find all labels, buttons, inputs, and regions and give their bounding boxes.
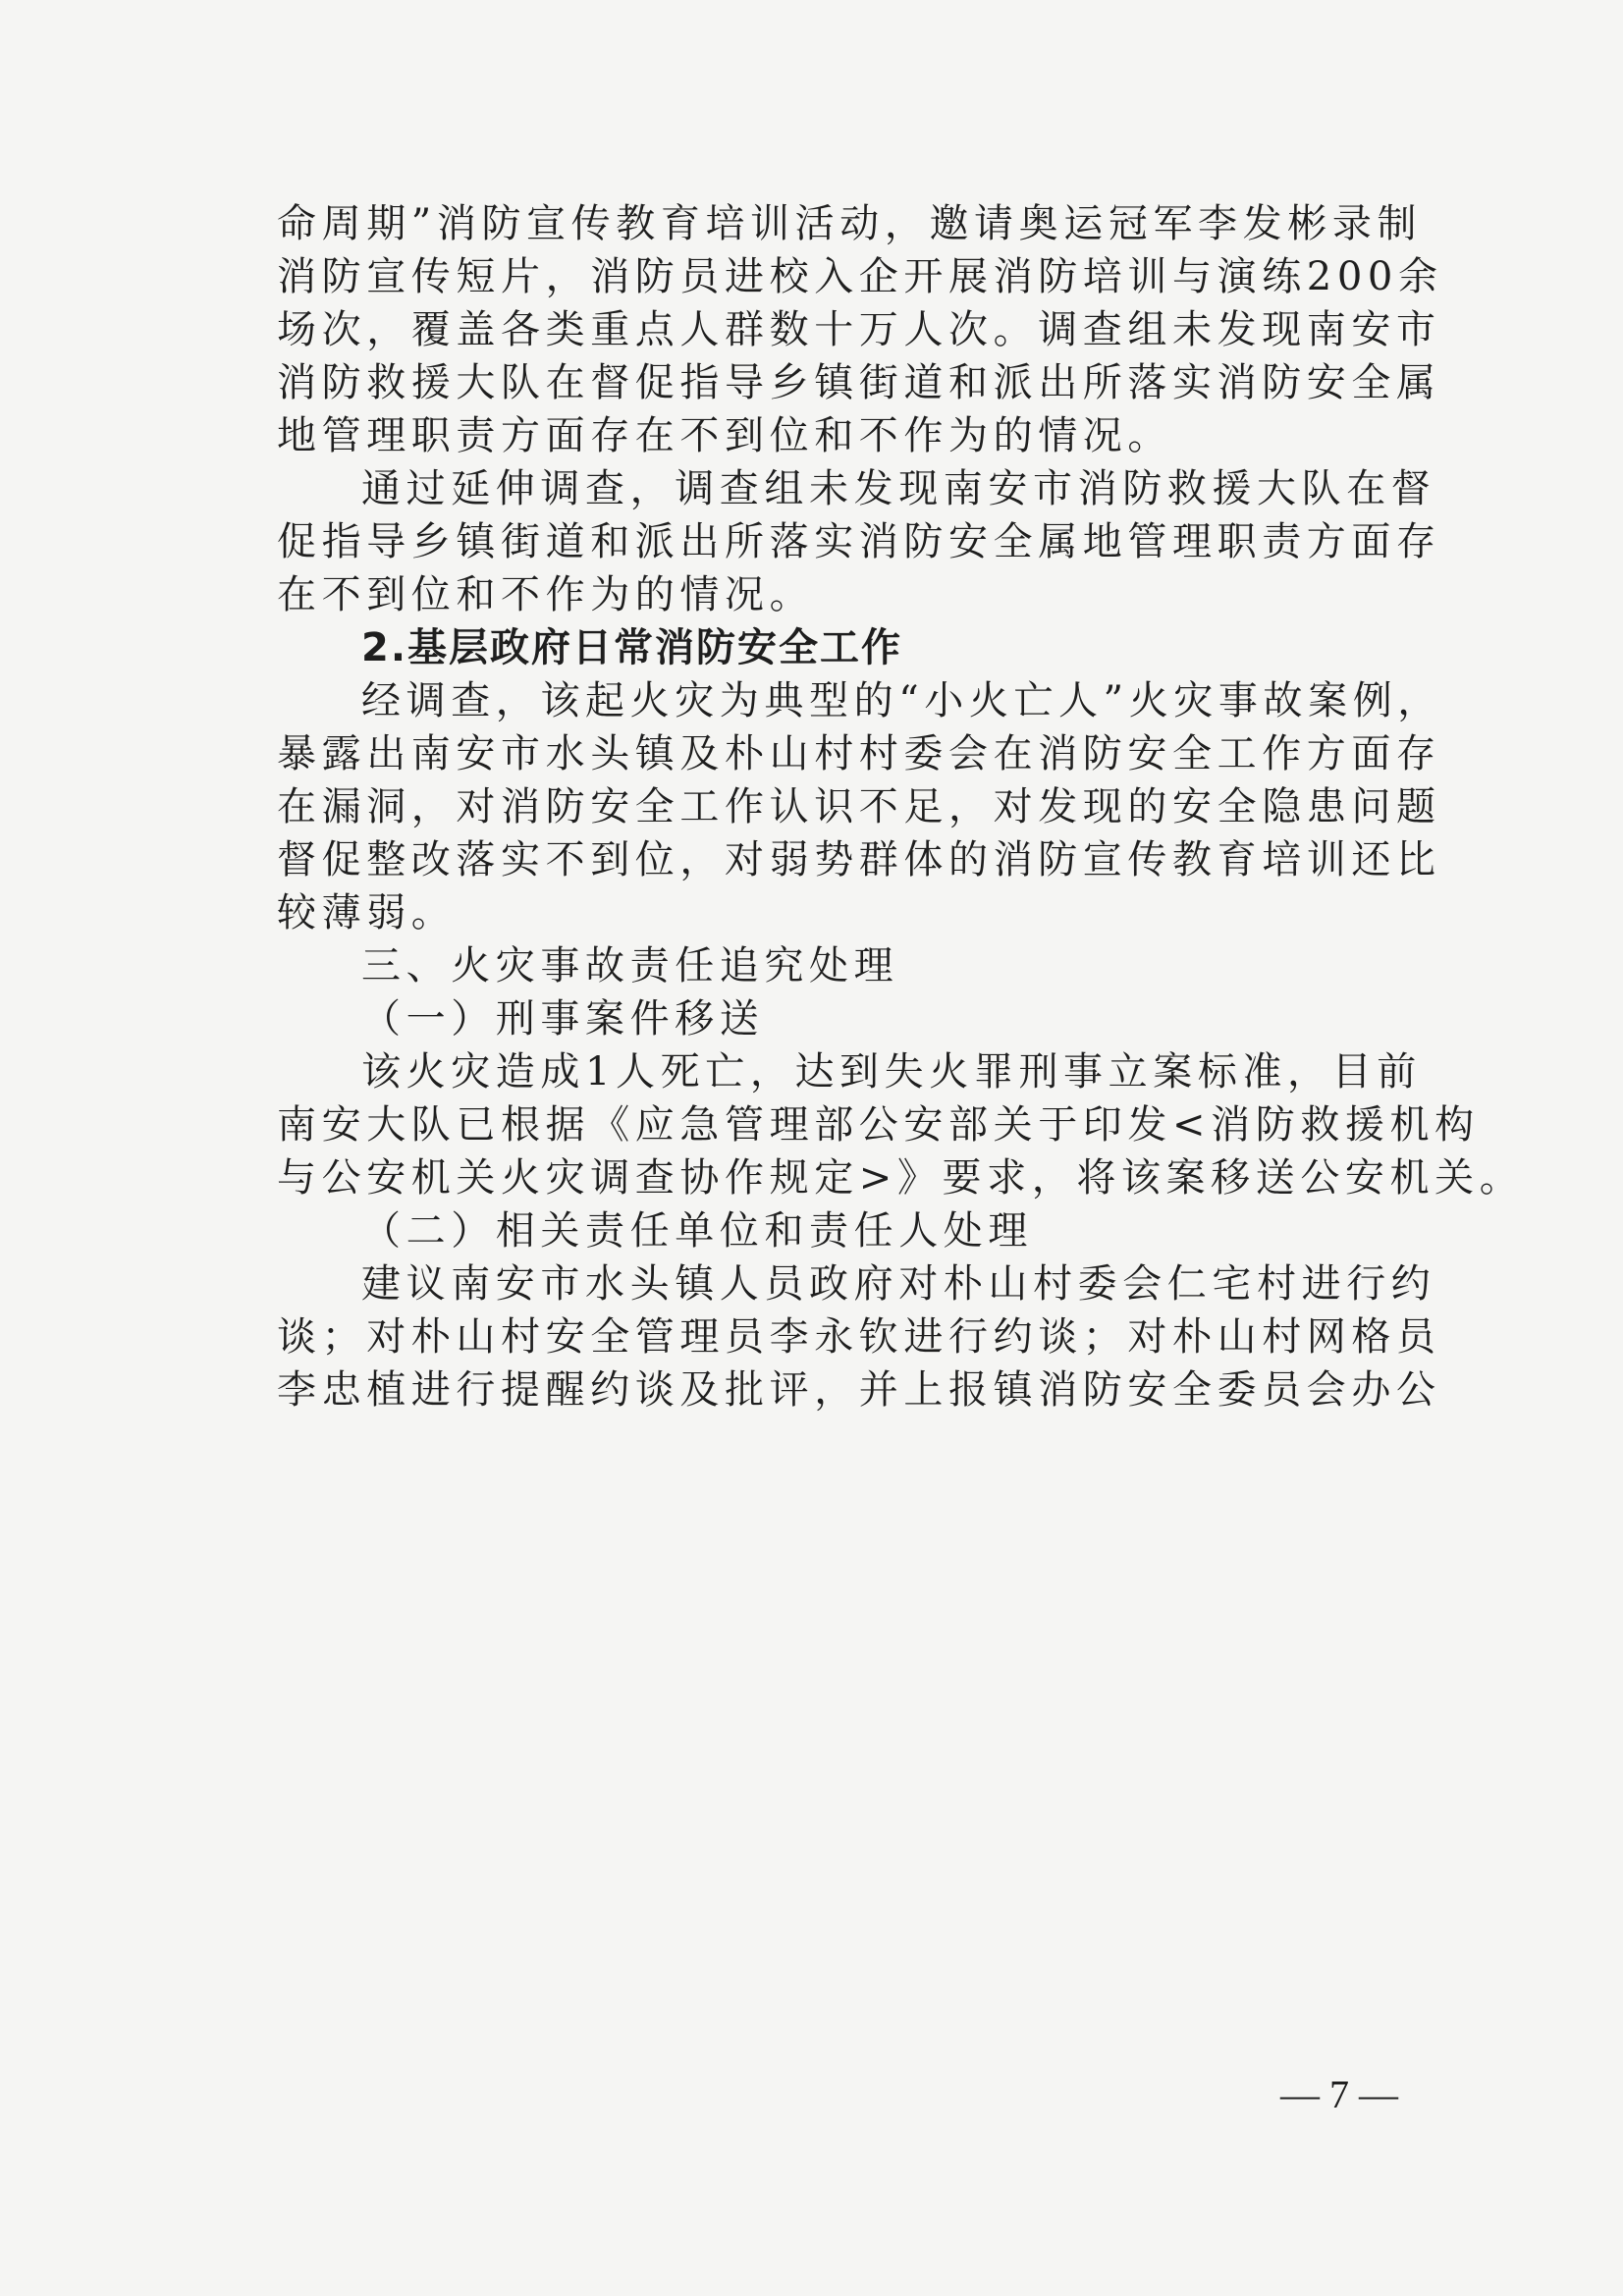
body-text-line: 命周期”消防宣传教育培训活动，邀请奥运冠军李发彬录制 (277, 201, 1423, 246)
body-text-line: 在不到位和不作为的情况。 (277, 572, 815, 617)
body-text-line: 较薄弱。 (277, 890, 457, 935)
subsection-heading: （一）刑事案件移送 (361, 996, 765, 1041)
paragraph-first-line: 经调查，该起火灾为典型的“小火亡人”火灾事故案例， (361, 678, 1442, 723)
body-text-line: 李忠植进行提醒约谈及批评，并上报镇消防安全委员会办公 (277, 1367, 1441, 1413)
body-text-line: 在漏洞，对消防安全工作认识不足，对发现的安全隐患问题 (277, 784, 1441, 829)
body-text-line: 地管理职责方面存在不到位和不作为的情况。 (277, 413, 1172, 458)
body-text-line: 消防宣传短片，消防员进校入企开展消防培训与演练200余 (277, 254, 1443, 299)
page-number: — 7 — (1280, 2072, 1398, 2116)
body-text-line: 谈；对朴山村安全管理员李永钦进行约谈；对朴山村网格员 (277, 1314, 1441, 1360)
body-text-line: 暴露出南安市水头镇及朴山村村委会在消防安全工作方面存 (277, 731, 1441, 776)
paragraph-first-line: 通过延伸调查，调查组未发现南安市消防救援大队在督 (361, 466, 1436, 511)
body-text-line: 督促整改落实不到位，对弱势群体的消防宣传教育培训还比 (277, 837, 1441, 882)
paragraph-first-line: 该火灾造成1人死亡，达到失火罪刑事立案标准，目前 (361, 1049, 1422, 1095)
body-text-line: 与公安机关火灾调查协作规定>》要求，将该案移送公安机关。 (277, 1155, 1525, 1201)
body-text-line: 南安大队已根据《应急管理部公安部关于印发<消防救援机构 (277, 1102, 1480, 1148)
body-text-line: 消防救援大队在督促指导乡镇街道和派出所落实消防安全属 (277, 360, 1441, 405)
subsection-heading: （二）相关责任单位和责任人处理 (361, 1208, 1033, 1254)
chapter-heading: 三、火灾事故责任追究处理 (361, 943, 899, 988)
paragraph-first-line: 建议南安市水头镇人员政府对朴山村委会仁宅村进行约 (361, 1261, 1436, 1307)
body-text-line: 促指导乡镇街道和派出所落实消防安全属地管理职责方面存 (277, 519, 1441, 564)
section-heading: 2.基层政府日常消防安全工作 (361, 625, 903, 670)
body-text-line: 场次，覆盖各类重点人群数十万人次。调查组未发现南安市 (277, 307, 1441, 352)
